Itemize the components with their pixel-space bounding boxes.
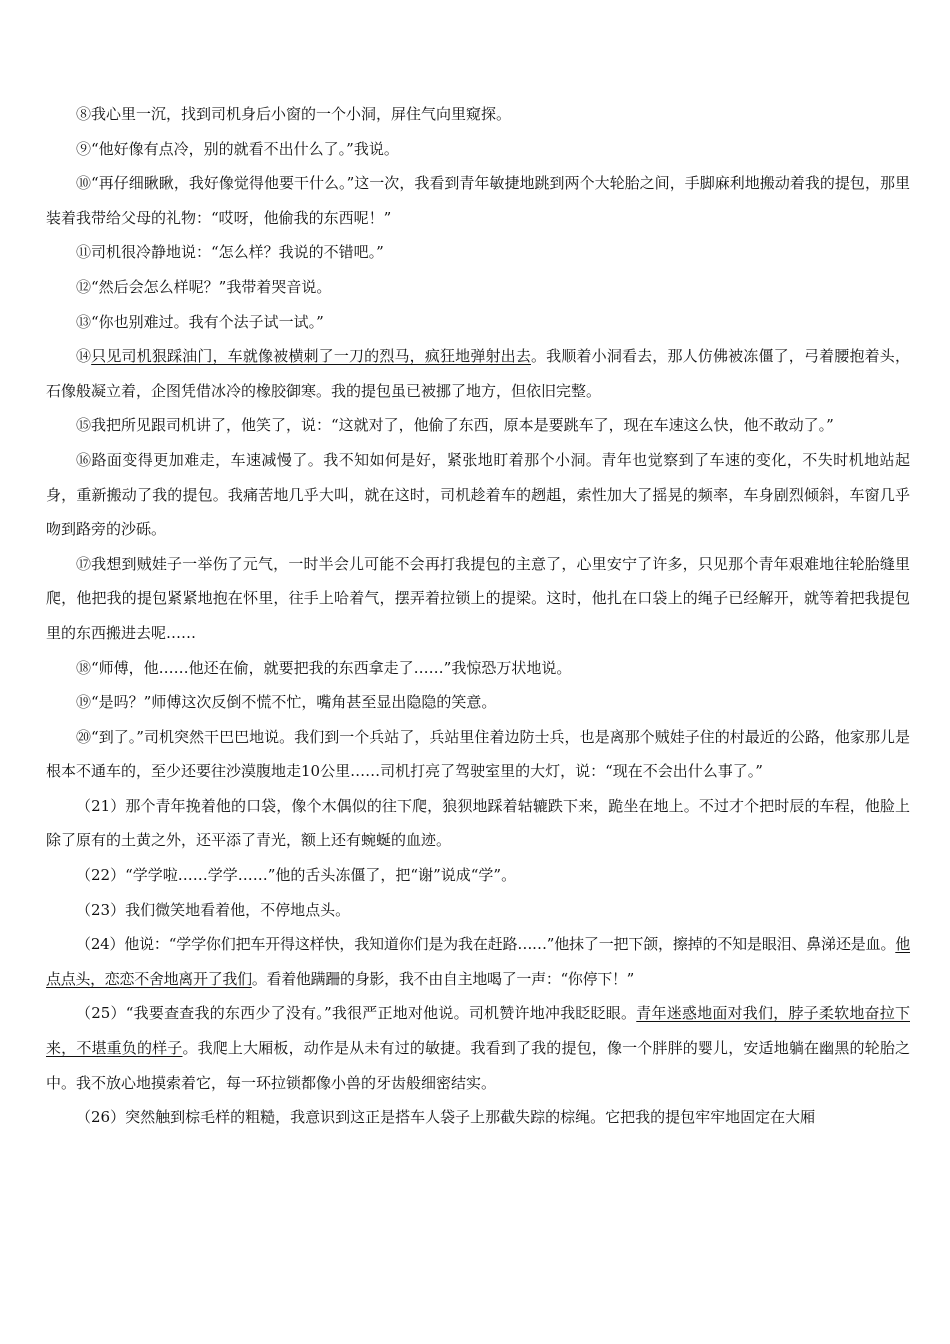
paragraph-text: ⑬“你也别难过。我有个法子试一试。” xyxy=(76,312,324,331)
paragraph-text: ⑳“到了。”司机突然干巴巴地说。我们到一个兵站了，兵站里住着边防士兵，也是离那个贼娃子住的村最近的公路，他家那儿是根本不通车的，至少还要往沙漠腹地走10公里……司机打亮了驾驶室里的大灯，说：“现在不会出什么事了。” xyxy=(46,727,910,781)
paragraph xyxy=(46,235,910,270)
paragraph xyxy=(46,270,910,305)
paragraph-text: 。我爬上大厢板，动作是从未有过的敏捷。我看到了我的提包，像一个胖胖的婴儿，安适地躺在幽黑的轮胎之中。我不放心地摸索着它，每一环拉锁都像小兽的牙齿般细密结实。 xyxy=(46,1039,910,1092)
underlined-sentence: 青年迷惑地面对我们，脖子柔软地奋拉下来，不堪重负的样子 xyxy=(46,1004,910,1058)
paragraph xyxy=(46,339,910,408)
paragraph-text: ⑫“然后会怎么样呢？”我带着哭音说。 xyxy=(76,277,332,296)
paragraph-text: ⑱“师傅，他……他还在偷，就要把我的东西拿走了……”我惊恐万状地说。 xyxy=(76,658,572,677)
paragraph-text: 。看着他蹒跚的身影，我不由自主地喝了一声：“你停下！” xyxy=(251,969,635,988)
paragraph xyxy=(46,97,910,132)
story-text xyxy=(46,97,910,1135)
paragraph-text: （25）“我要查查我的东西少了没有。”我很严正地对他说。司机赞许地冲我眨眨眼。 xyxy=(76,1004,637,1023)
paragraph xyxy=(46,547,910,651)
paragraph xyxy=(46,132,910,167)
paragraph-text: ⑯路面变得更加难走，车速减慢了。我不知如何是好，紧张地盯着那个小洞。青年也觉察到了车速的变化，不失时机地站起身，重新搬动了我的提包。我痛苦地几乎大叫，就在这时，司机趁着车的趔趄，索性加大了摇晃的频率，车身剧烈倾斜，车窗几乎吻到路旁的沙砾。 xyxy=(46,450,910,539)
paragraph xyxy=(46,166,910,235)
paragraph-text: ⑰我想到贼娃子一举伤了元气，一时半会儿可能不会再打我提包的主意了，心里安宁了许多，只见那个青年艰难地往轮胎缝里爬，他把我的提包紧紧地抱在怀里，往手上哈着气，摆弄着拉锁上的提梁。这时，他扎在口袋上的绳子已经解开，就等着把我提包里的东西搬进去呢…… xyxy=(46,554,910,642)
paragraph-text: （26）突然触到棕毛样的粗糙，我意识到这正是搭车人袋子上那截失踪的棕绳。它把我的提包牢牢地固定在大厢 xyxy=(76,1108,816,1127)
paragraph xyxy=(46,443,910,547)
paragraph xyxy=(46,651,910,686)
paragraph-text: ⑮我把所见跟司机讲了，他笑了，说：“这就对了，他偷了东西，原本是要跳车了，现在车速这么快，他不敢动了。” xyxy=(76,416,834,435)
paragraph-text: （23）我们微笑地看着他，不停地点头。 xyxy=(76,900,351,919)
paragraph-text: ⑩“再仔细瞅瞅，我好像觉得他要干什么。”这一次，我看到青年敏捷地跳到两个大轮胎之间，手脚麻利地搬动着我的提包，那里装着我带给父母的礼物：“哎呀，他偷我的东西呢！” xyxy=(46,174,910,227)
paragraph xyxy=(46,408,910,443)
paragraph xyxy=(46,305,910,340)
underlined-sentence: 只见司机狠踩油门，车就像被横刺了一刀的烈马，疯狂地弹射出去 xyxy=(91,347,531,366)
paragraph-text: ⑧我心里一沉，找到司机身后小窗的一个小洞，屏住气向里窥探。 xyxy=(76,105,512,123)
paragraph xyxy=(46,1100,910,1135)
underlined-sentence: 他点点头，恋恋不舍地离开了我们 xyxy=(46,935,910,988)
paragraph-text: （21）那个青年挽着他的口袋，像个木偶似的往下爬，狼狈地踩着轱辘跌下来，跪坐在地上。不过才个把时辰的车程，他脸上除了原有的土黄之外，还平添了青光，额上还有蜿蜒的血迹。 xyxy=(46,796,910,850)
paragraph xyxy=(46,789,910,858)
paragraph-text: ⑪司机很冷静地说：“怎么样？我说的不错吧。” xyxy=(76,243,384,262)
paragraph xyxy=(46,927,910,996)
paragraph-text: （22）“学学啦……学学……”他的舌头冻僵了，把“谢”说成“学”。 xyxy=(76,866,517,885)
paragraph xyxy=(46,720,910,789)
paragraph xyxy=(46,858,910,893)
paragraph-text: ⑲“是吗？”师傅这次反倒不慌不忙，嘴角甚至显出隐隐的笑意。 xyxy=(76,693,497,712)
paragraph xyxy=(46,685,910,720)
paragraph xyxy=(46,893,910,928)
paragraph xyxy=(46,996,910,1100)
paragraph-text: 。我顺着小洞看去，那人仿佛被冻僵了，弓着腰抱着头，石像般凝立着，企图凭借冰冷的橡胶御寒。我的提包虽已被挪了地方，但依旧完整。 xyxy=(46,347,910,400)
paragraph-text: ⑭ xyxy=(76,347,92,366)
paragraph-text: ⑨“他好像有点冷，别的就看不出什么了。”我说。 xyxy=(76,139,399,158)
paragraph-text: （24）他说：“学学你们把车开得这样快，我知道你们是为我在赶路……”他抹了一把下颌，擦掉的不知是眼泪、鼻涕还是血。 xyxy=(76,935,896,954)
